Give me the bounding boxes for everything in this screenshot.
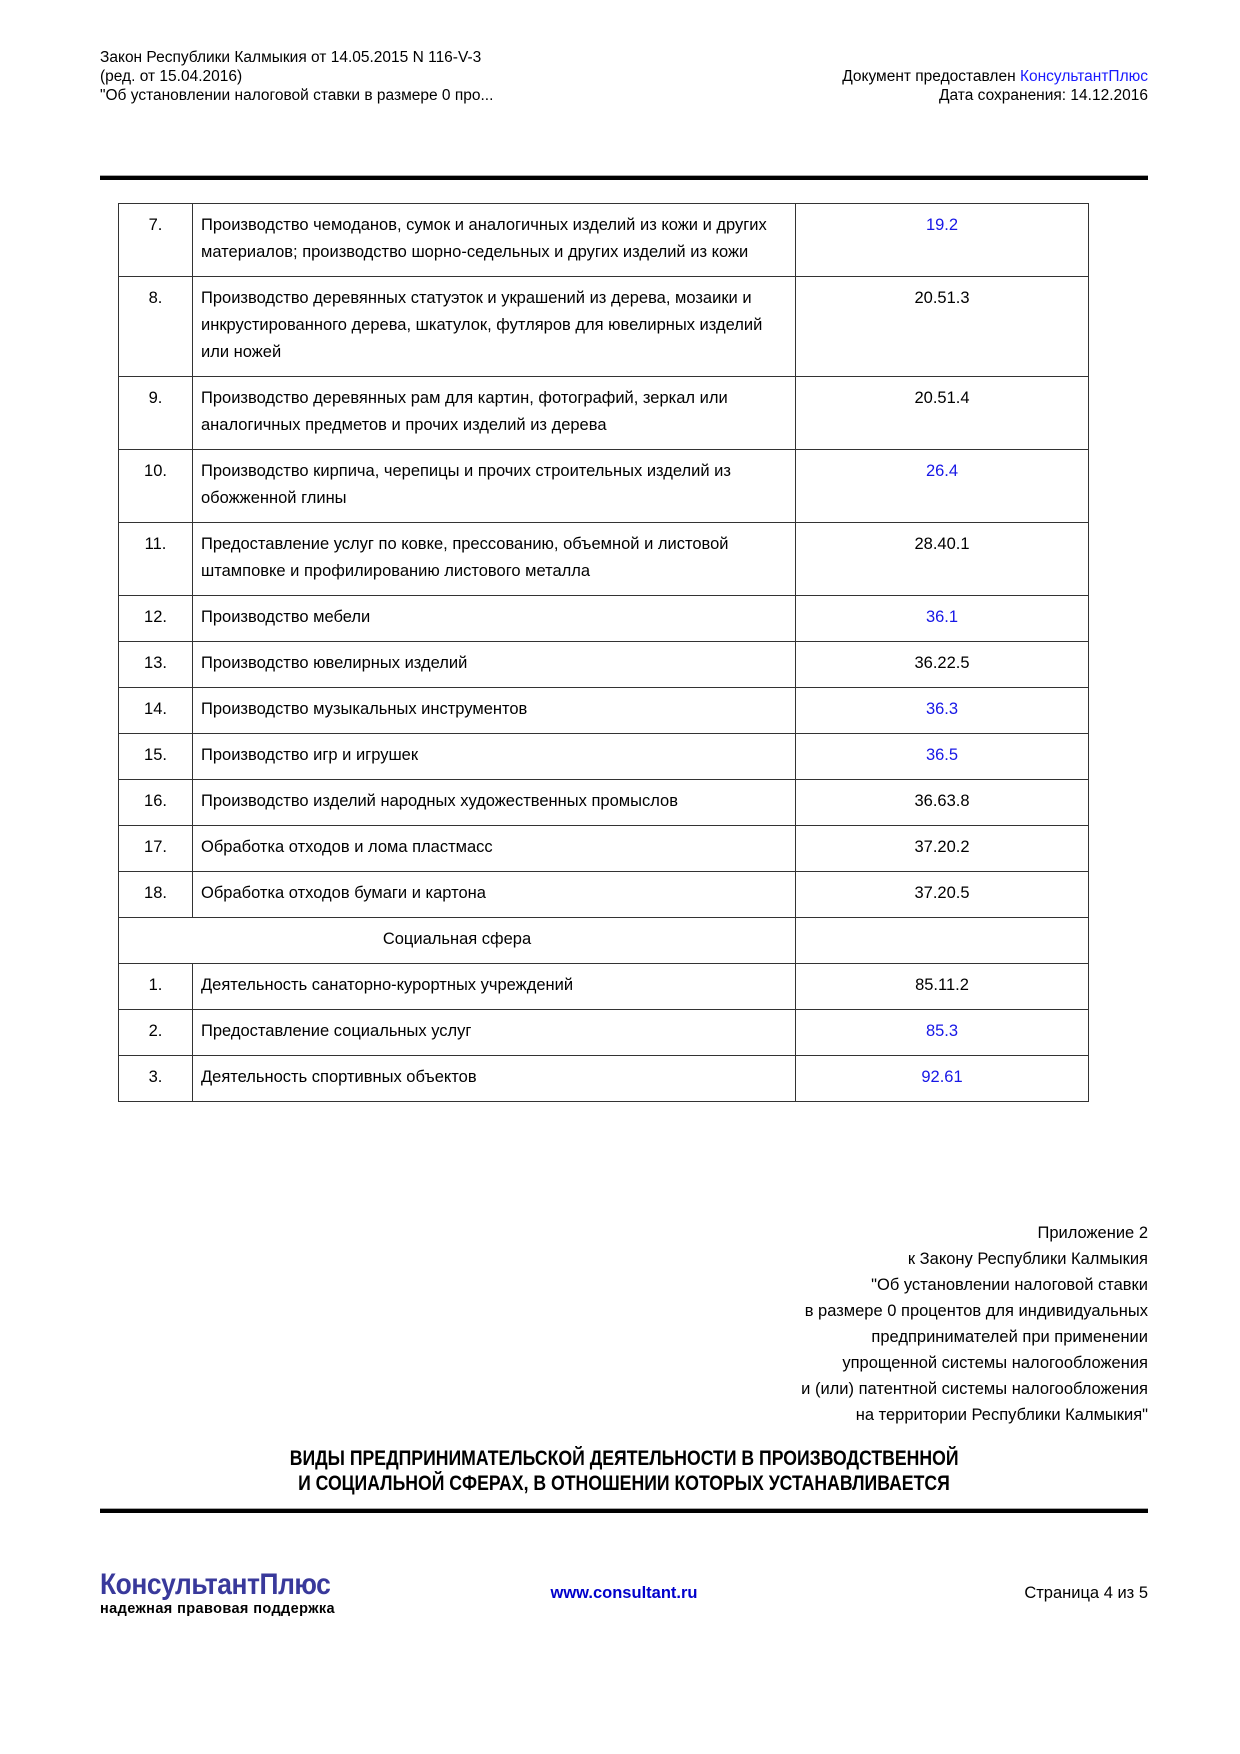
activity-name: Предоставление социальных услуг — [193, 1010, 796, 1056]
okved-code-link[interactable]: 26.4 — [796, 450, 1089, 523]
okved-code-link[interactable]: 92.61 — [796, 1056, 1089, 1102]
consultantplus-logo: КонсультантПлюс — [100, 1568, 331, 1601]
activity-name: Производство ювелирных изделий — [193, 642, 796, 688]
okved-code-link[interactable]: 36.3 — [796, 688, 1089, 734]
provided-by-line — [842, 67, 1148, 86]
document-heading — [100, 1446, 1148, 1496]
row-number: 14. — [119, 688, 193, 734]
activity-name: Производство игр и игрушек — [193, 734, 796, 780]
activity-name: Производство деревянных рам для картин, фотографий, зеркал или аналогичных предметов и прочих изделий из дерева — [193, 377, 796, 450]
okved-code: 20.51.4 — [796, 377, 1089, 450]
activity-name: Обработка отходов бумаги и картона — [193, 872, 796, 918]
appendix-line: упрощенной системы налогообложения — [842, 1354, 1148, 1372]
heading-line: И СОЦИАЛЬНОЙ СФЕРАХ, В ОТНОШЕНИИ КОТОРЫХ УСТАНАВЛИВАЕТСЯ — [298, 1472, 950, 1495]
appendix-reference — [100, 1220, 1148, 1428]
row-number: 13. — [119, 642, 193, 688]
row-number: 17. — [119, 826, 193, 872]
okved-code-link[interactable]: 19.2 — [796, 204, 1089, 277]
document-title-line: (ред. от 15.04.2016) — [100, 68, 243, 85]
table-row — [119, 780, 1089, 826]
document-title-line: Закон Республики Калмыкия от 14.05.2015 N 116-V-3 — [100, 49, 482, 66]
table-row — [119, 964, 1089, 1010]
appendix-line: и (или) патентной системы налогообложения — [801, 1380, 1148, 1398]
row-number: 12. — [119, 596, 193, 642]
row-number: 1. — [119, 964, 193, 1010]
row-number: 15. — [119, 734, 193, 780]
okved-code-link[interactable]: 36.1 — [796, 596, 1089, 642]
document-title-line: "Об установлении налоговой ставки в размере 0 про... — [100, 87, 494, 104]
activity-name: Обработка отходов и лома пластмасс — [193, 826, 796, 872]
appendix-line: Приложение 2 — [1037, 1224, 1148, 1242]
table-row — [119, 377, 1089, 450]
appendix-line: "Об установлении налоговой ставки — [871, 1276, 1148, 1294]
activity-table — [118, 203, 1089, 1102]
document-title — [100, 48, 493, 105]
okved-code-link[interactable]: 36.5 — [796, 734, 1089, 780]
okved-code: 36.63.8 — [796, 780, 1089, 826]
table-row — [119, 734, 1089, 780]
table-row — [119, 642, 1089, 688]
activity-name: Производство изделий народных художественных промыслов — [193, 780, 796, 826]
okved-code-link[interactable]: 85.3 — [796, 1010, 1089, 1056]
top-rule — [100, 175, 1148, 180]
table-row — [119, 277, 1089, 377]
activity-name: Деятельность санаторно-курортных учреждений — [193, 964, 796, 1010]
row-number: 3. — [119, 1056, 193, 1102]
appendix-line: в размере 0 процентов для индивидуальных — [804, 1302, 1148, 1320]
consultant-url-link[interactable]: www.consultant.ru — [550, 1583, 698, 1602]
table-row — [119, 596, 1089, 642]
row-number: 16. — [119, 780, 193, 826]
okved-code: 37.20.5 — [796, 872, 1089, 918]
activity-name: Предоставление услуг по ковке, прессованию, объемной и листовой штамповке и профилированию листового металла — [193, 523, 796, 596]
appendix-line: на территории Республики Калмыкия" — [855, 1406, 1148, 1424]
consultantplus-logo-block — [100, 1569, 430, 1617]
empty-cell — [796, 918, 1089, 964]
row-number: 18. — [119, 872, 193, 918]
okved-code: 28.40.1 — [796, 523, 1089, 596]
logo-tagline: надежная правовая поддержка — [100, 1601, 335, 1617]
table-row — [119, 1056, 1089, 1102]
row-number: 7. — [119, 204, 193, 277]
row-number: 2. — [119, 1010, 193, 1056]
save-date: Дата сохранения: 14.12.2016 — [939, 87, 1148, 104]
section-row — [119, 918, 1089, 964]
header-meta — [842, 67, 1148, 105]
table-row — [119, 1010, 1089, 1056]
row-number: 11. — [119, 523, 193, 596]
okved-code: 20.51.3 — [796, 277, 1089, 377]
table-row — [119, 826, 1089, 872]
table-row — [119, 523, 1089, 596]
table-row — [119, 450, 1089, 523]
table-row — [119, 688, 1089, 734]
row-number: 10. — [119, 450, 193, 523]
bottom-rule — [100, 1508, 1148, 1513]
activity-name: Производство чемоданов, сумок и аналогичных изделий из кожи и других материалов; производство шорно-седельных и других изделий из кожи — [193, 204, 796, 277]
consultantplus-link[interactable]: КонсультантПлюс — [1019, 68, 1148, 85]
okved-code: 85.11.2 — [796, 964, 1089, 1010]
activity-name: Деятельность спортивных объектов — [193, 1056, 796, 1102]
appendix-line: к Закону Республики Калмыкия — [907, 1250, 1148, 1268]
appendix-line: предпринимателей при применении — [871, 1328, 1148, 1346]
table-row — [119, 204, 1089, 277]
activity-name: Производство кирпича, черепицы и прочих строительных изделий из обожженной глины — [193, 450, 796, 523]
row-number: 8. — [119, 277, 193, 377]
activity-name: Производство мебели — [193, 596, 796, 642]
page-header — [100, 48, 1148, 105]
activity-name: Производство музыкальных инструментов — [193, 688, 796, 734]
okved-code: 37.20.2 — [796, 826, 1089, 872]
provided-by-text: Документ предоставлен — [842, 68, 1020, 85]
page-counter: Страница 4 из 5 — [1024, 1583, 1148, 1602]
okved-code: 36.22.5 — [796, 642, 1089, 688]
activity-name: Производство деревянных статуэток и украшений из дерева, мозаики и инкрустированного дерева, шкатулок, футляров для ювелирных изделий или ножей — [193, 277, 796, 377]
page-footer — [100, 1569, 1148, 1617]
section-title: Социальная сфера — [119, 918, 796, 964]
table-row — [119, 872, 1089, 918]
row-number: 9. — [119, 377, 193, 450]
heading-line: ВИДЫ ПРЕДПРИНИМАТЕЛЬСКОЙ ДЕЯТЕЛЬНОСТИ В ПРОИЗВОДСТВЕННОЙ — [289, 1447, 959, 1470]
document-page — [100, 0, 1148, 1617]
